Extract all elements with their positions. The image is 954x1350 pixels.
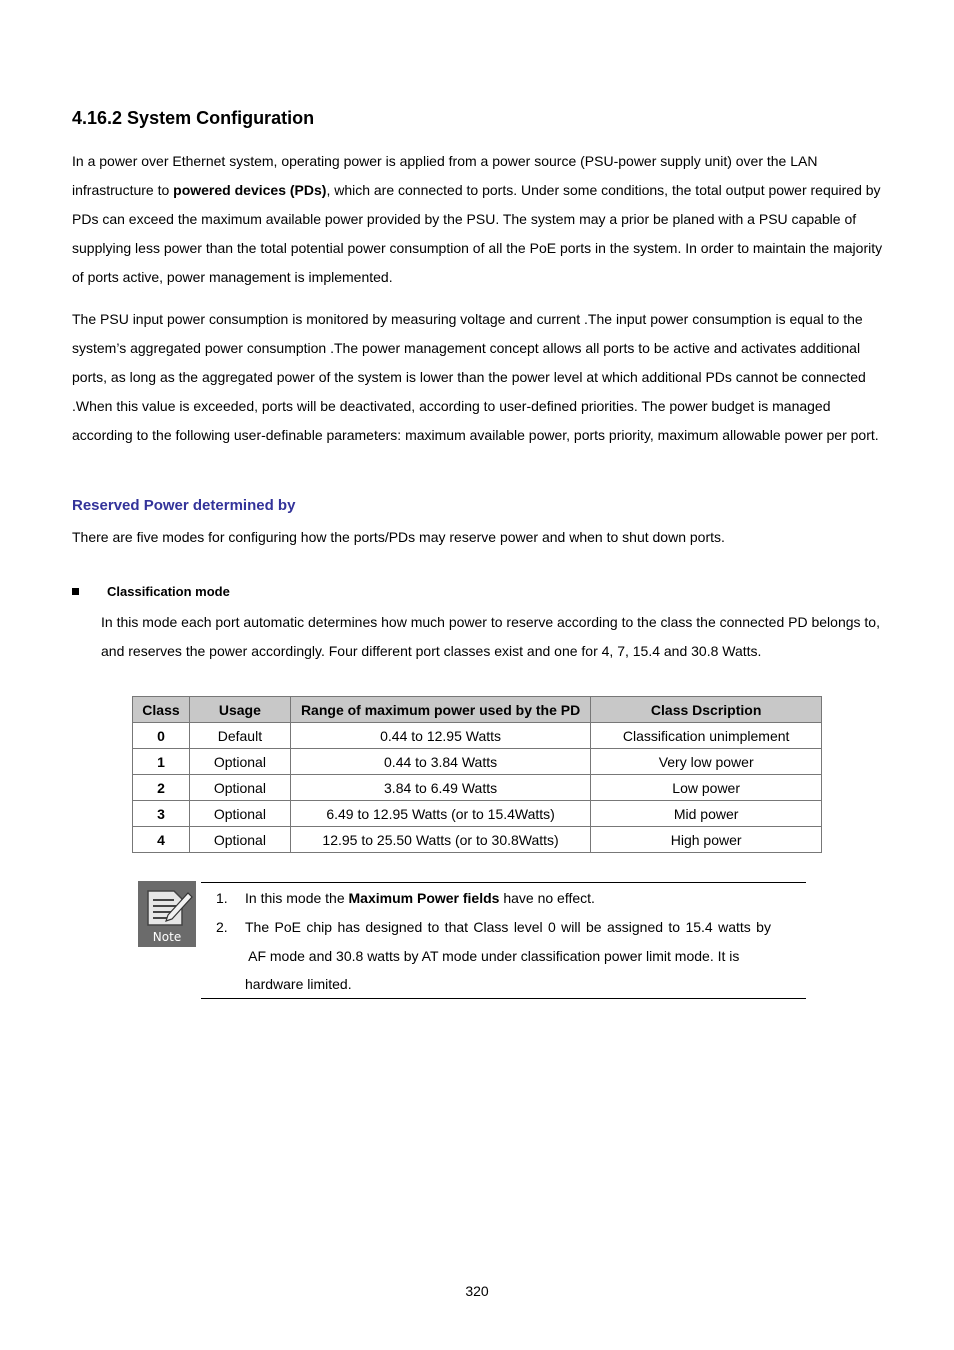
paragraph-psu: The PSU input power consumption is monitored by measuring voltage and current .The input power consumption is equal to the system’s aggregated power consumption .The power management concept allows all ports to be active and activates additional ports, as long as the aggregated power of the system is lower than the power level at which additional PDs cannot be connected .When this value is exceeded, ports will be deactivated, according to user-defined priorities. The power budget is managed according to the following user-definable parameters: maximum available power, ports priority, maximum allowable power per port. xyxy=(72,311,879,443)
cell-range: 3.84 to 6.49 Watts xyxy=(290,775,590,801)
cell-usage: Optional xyxy=(189,801,290,827)
cell-usage: Optional xyxy=(189,775,290,801)
subheading-reserved-power: Reserved Power determined by xyxy=(72,497,296,514)
page-number: 320 xyxy=(465,1283,489,1299)
cell-description: Classification unimplement xyxy=(591,723,822,749)
class-table xyxy=(132,696,822,853)
note-text xyxy=(245,884,595,913)
table-row xyxy=(133,775,822,801)
cell-class: 3 xyxy=(133,801,190,827)
table-row xyxy=(133,749,822,775)
cell-class: 4 xyxy=(133,827,190,853)
note-text xyxy=(245,913,771,999)
note-icon-label: Note xyxy=(152,930,182,944)
cell-description: Very low power xyxy=(591,749,822,775)
cell-usage: Optional xyxy=(189,749,290,775)
note-text-end: have no effect. xyxy=(499,890,595,906)
bullet-classification-mode xyxy=(72,584,230,599)
paragraph-intro-end: , which are connected to ports. Under some conditions, the total output power required by PDs can exceed the maximum available power provided by the PSU. The system may a prior be planed with a PSU capable of supplying less power than the total potential power consumption of all the PoE ports in the system. In order to maintain the majority of ports active, power management is implemented. xyxy=(72,182,883,285)
header-description: Class Dscription xyxy=(591,697,822,723)
note-box xyxy=(201,882,806,999)
paragraph-intro-start: In a power over Ethernet system, operating power is applied from a power source (PSU-power supply unit) over the LAN infrastructure to xyxy=(72,153,818,198)
table-header-row xyxy=(133,697,822,723)
cell-description: High power xyxy=(591,827,822,853)
cell-range: 12.95 to 25.50 Watts (or to 30.8Watts) xyxy=(290,827,590,853)
note-number: 1. xyxy=(216,890,228,906)
note-line: hardware limited. xyxy=(245,976,352,992)
square-bullet-icon xyxy=(72,588,79,595)
cell-description: Mid power xyxy=(591,801,822,827)
note-line: AF mode and 30.8 watts by AT mode under classification power limit mode. It is xyxy=(245,947,740,964)
table-row xyxy=(133,827,822,853)
bullet-title: Classification mode xyxy=(107,584,230,599)
cell-range: 0.44 to 3.84 Watts xyxy=(290,749,590,775)
header-range: Range of maximum power used by the PD xyxy=(290,697,590,723)
cell-usage: Default xyxy=(189,723,290,749)
paragraph-intro xyxy=(72,147,884,292)
note-text-bold: Maximum Power fields xyxy=(348,890,500,906)
cell-class: 0 xyxy=(133,723,190,749)
cell-class: 2 xyxy=(133,775,190,801)
paragraph-modes: There are five modes for configuring how the ports/PDs may reserve power and when to shut down ports. xyxy=(72,529,725,545)
note-text-start: In this mode the xyxy=(245,890,349,906)
note-icon xyxy=(138,881,196,947)
note-line: The PoE chip has designed to that Class level 0 will be assigned to 15.4 watts by xyxy=(245,919,771,935)
cell-range: 0.44 to 12.95 Watts xyxy=(290,723,590,749)
section-title: 4.16.2 System Configuration xyxy=(72,108,315,128)
bullet-description: In this mode each port automatic determines how much power to reserve according to the class the connected PD belongs to, and reserves the power accordingly. Four different port classes exist and one for 4, 7, 15.4 and 30.8 Watts. xyxy=(101,614,880,659)
note-number: 2. xyxy=(216,919,228,935)
header-class: Class xyxy=(133,697,190,723)
cell-class: 1 xyxy=(133,749,190,775)
table-row xyxy=(133,723,822,749)
paragraph-intro-bold: powered devices (PDs) xyxy=(173,182,327,198)
header-usage: Usage xyxy=(189,697,290,723)
cell-description: Low power xyxy=(591,775,822,801)
cell-range: 6.49 to 12.95 Watts (or to 15.4Watts) xyxy=(290,801,590,827)
cell-usage: Optional xyxy=(189,827,290,853)
table-row xyxy=(133,801,822,827)
